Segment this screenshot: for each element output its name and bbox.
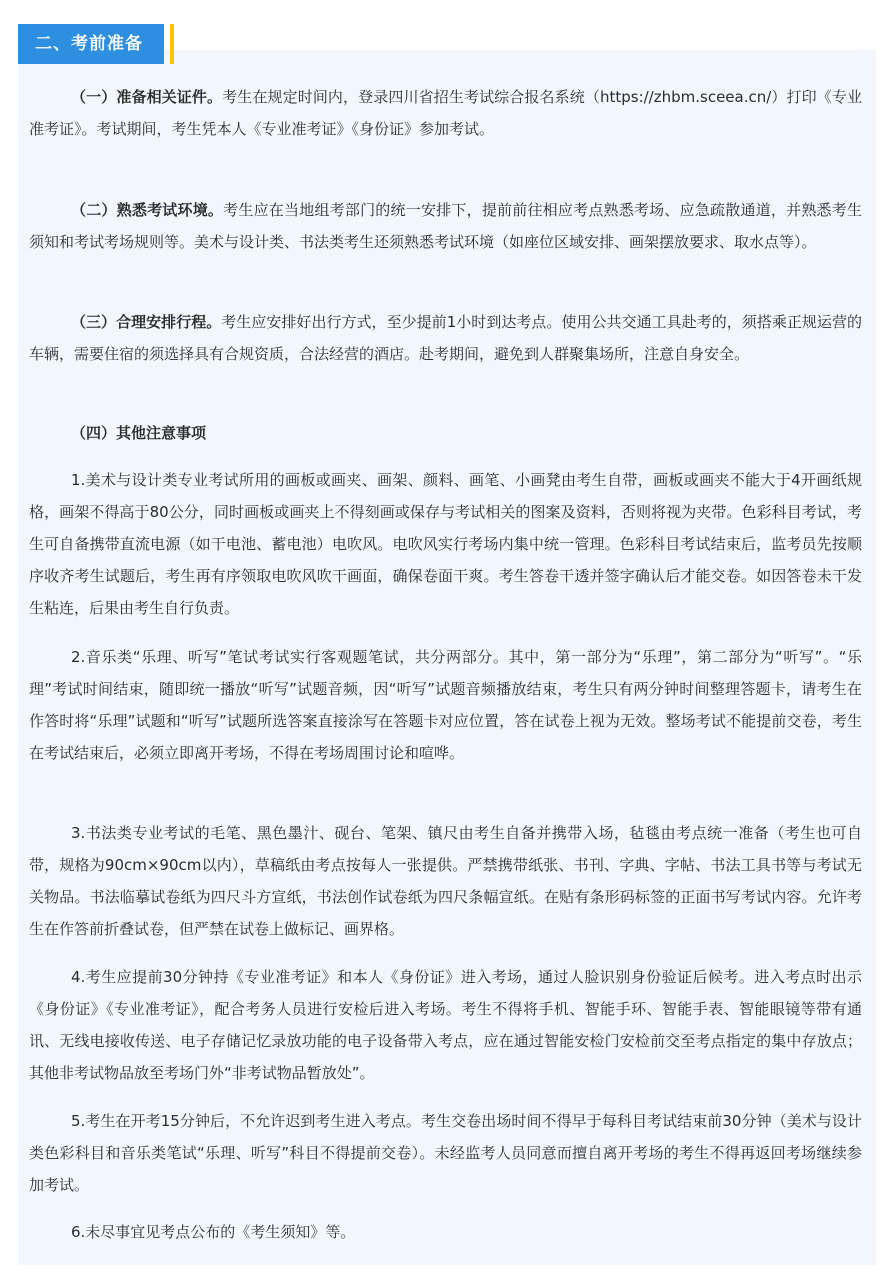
paragraph-prepare-documents xyxy=(29,81,862,145)
paragraph-other-notes xyxy=(29,417,862,449)
paragraph-heading: （二）熟悉考试环境。 xyxy=(71,201,224,219)
list-item: 2.音乐类“乐理、听写”笔试考试实行客观题笔试，共分两部分。其中，第一部分为“乐理”，第二部分为“听写”。“乐理”考试时间结束，随即统一播放“听写”试题音频，因“听写”试题音频播放结束，考生只有两分钟时间整理答题卡，请考生在作答时将“乐理”试题和“听写”试题所选答案直接涂写在答题卡对应位置，答在试卷上视为无效。整场考试不能提前交卷，考生在考试结束后，必须立即离开考场，不得在考场周围讨论和喧哗。 xyxy=(29,648,862,762)
list-item: 3.书法类专业考试的毛笔、黑色墨汁、砚台、笔架、镇尺由考生自备并携带入场，毡毯由考点统一准备（考生也可自带，规格为90cm×90cm以内），草稿纸由考点按每人一张提供。严禁携带纸张、书刊、字典、字帖、书法工具书等与考试无关物品。书法临摹试卷纸为四尺斗方宣纸，书法创作试卷纸为四尺条幅宣纸。在贴有条形码标签的正面书写考试内容。允许考生在作答前折叠试卷，但严禁在试卷上做标记、画界格。 xyxy=(29,824,862,938)
list-item: 6.未尽事宜见考点公布的《考生须知》等。 xyxy=(71,1223,356,1241)
section-header-accent xyxy=(170,24,174,64)
paragraph-body: 考生应安排好出行方式，至少提前1小时到达考点。使用公共交通工具赴考的，须搭乘正规运营的车辆，需要住宿的须选择具有合规资质，合法经营的酒店。赴考期间，避免到人群聚集场所，注意自身安全。 xyxy=(29,313,862,363)
list-item: 1.美术与设计类专业考试所用的画板或画夹、画架、颜料、画笔、小画凳由考生自带，画板或画夹不能大于4开画纸规格，画架不得高于80公分，同时画板或画夹上不得刻画或保存与考试相关的图案及资料，否则将视为夹带。色彩科目考试，考生可自备携带直流电源（如干电池、蓄电池）电吹风。电吹风实行考场内集中统一管理。色彩科目考试结束后，监考员先按顺序收齐考生试题后，考生再有序领取电吹风吹干画面，确保卷面干爽。考生答卷干透并签字确认后才能交卷。如因答卷未干发生粘连，后果由考生自行负责。 xyxy=(29,471,862,617)
list-item: 5.考生在开考15分钟后，不允许迟到考生进入考点。考生交卷出场时间不得早于每科目考试结束前30分钟（美术与设计类色彩科目和音乐类笔试“乐理、听写”科目不得提前交卷）。未经监考人员同意而擅自离开考场的考生不得再返回考场继续参加考试。 xyxy=(29,1112,862,1194)
paragraph-familiarize-environment xyxy=(29,194,862,258)
paragraph-heading: （三）合理安排行程。 xyxy=(71,313,222,331)
paragraph-body: 考生应在当地组考部门的统一安排下，提前前往相应考点熟悉考场、应急疏散通道，并熟悉考生须知和考试考场规则等。美术与设计类、书法类考生还须熟悉考试环境（如座位区域安排、画架摆放要求、取水点等）。 xyxy=(29,201,862,251)
paragraph-heading: （一）准备相关证件。 xyxy=(71,88,223,106)
section-title: 二、考前准备 xyxy=(35,34,143,54)
list-item: 4.考生应提前30分钟持《专业准考证》和本人《身份证》进入考场，通过人脸识别身份验证后候考。进入考点时出示《身份证》《专业准考证》，配合考务人员进行安检后进入考场。考生不得将手机、智能手环、智能手表、智能眼镜等带有通讯、无线电接收传送、电子存储记忆录放功能的电子设备带入考点，应在通过智能安检门安检前交至考点指定的集中存放点；其他非考试物品放至考场门外“非考试物品暂放处”。 xyxy=(29,968,862,1082)
paragraph-arrange-travel xyxy=(29,306,862,370)
paragraph-heading: （四）其他注意事项 xyxy=(71,424,207,442)
paragraph-body: 考生在规定时间内，登录四川省招生考试综合报名系统（https://zhbm.sceea.cn/）打印《专业准考证》。考试期间，考生凭本人《专业准考证》《身份证》参加考试。 xyxy=(29,88,862,138)
